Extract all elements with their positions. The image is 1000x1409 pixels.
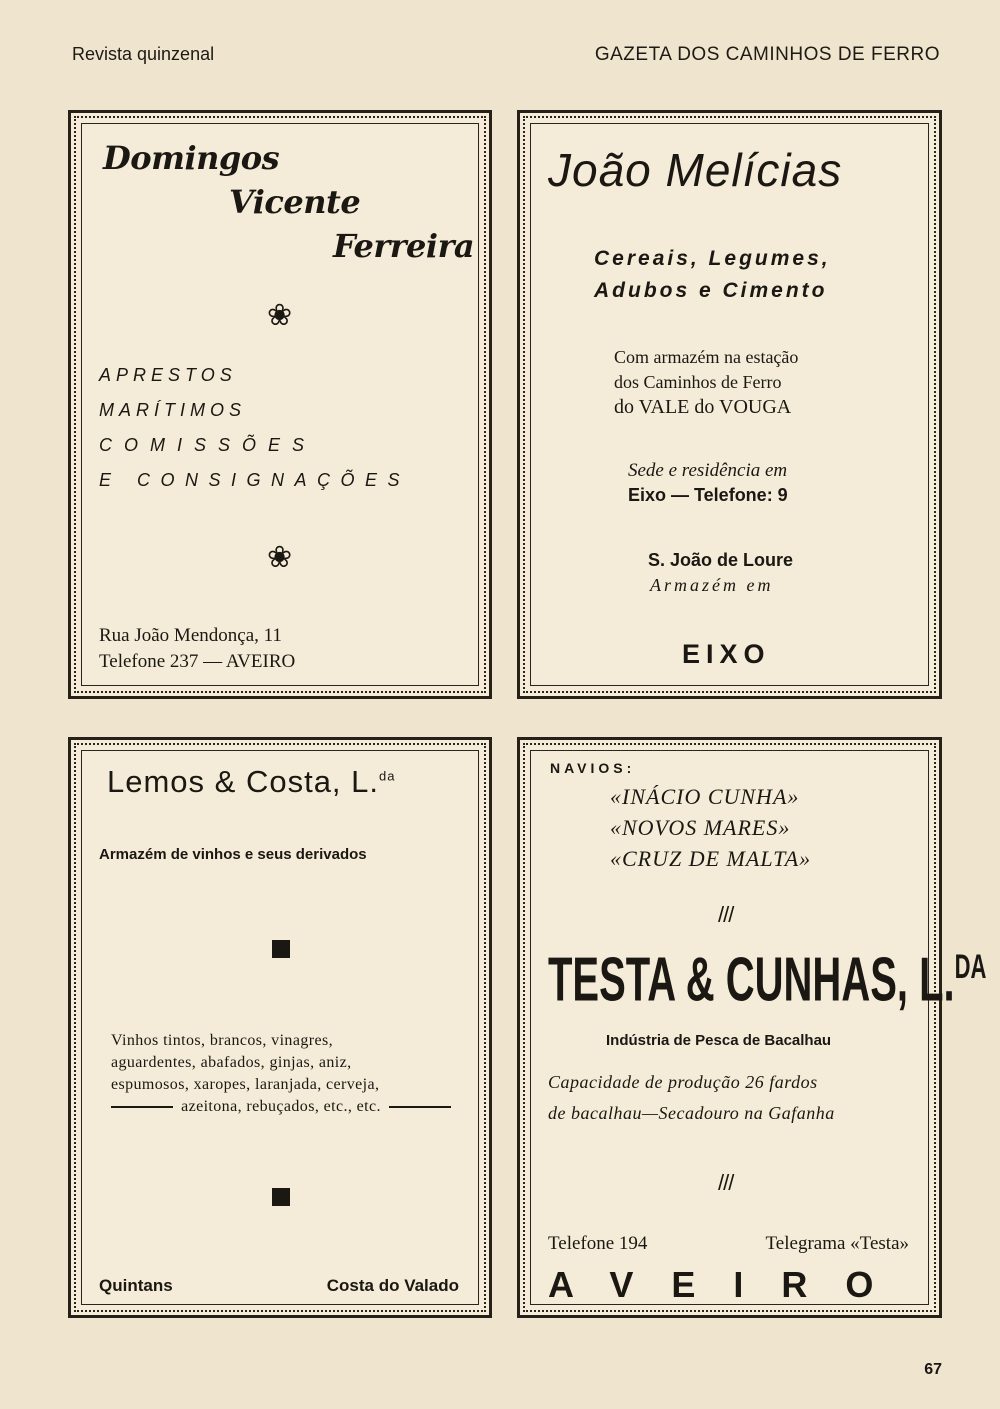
ad-name-line1: Domingos: [103, 139, 280, 177]
warehouse-label: Armazém em: [650, 575, 774, 595]
location-left: Quintans: [99, 1276, 173, 1295]
ad-name-line2: Vicente: [229, 183, 361, 221]
ship-1: «INÁCIO CUNHA»: [610, 784, 800, 809]
ad-name-line3: Ferreira: [333, 227, 475, 265]
square-ornament-icon: [272, 940, 290, 958]
page-number: 67: [924, 1361, 942, 1378]
company-name-superscript: da: [379, 768, 396, 784]
flourish-ornament-icon: ❀: [267, 541, 293, 574]
ad-company-name: [548, 946, 986, 1016]
station-line-1: Com armazém na estação: [614, 347, 799, 367]
service-line-3: COMISSÕES: [99, 435, 317, 455]
square-ornament-icon: [272, 1188, 290, 1206]
company-name-text: Lemos & Costa, L.: [107, 764, 380, 799]
ad-company-name: [107, 764, 395, 800]
goods-line-1: Cereais, Legumes,: [594, 247, 831, 270]
divider-slashes: ///: [718, 1170, 734, 1195]
service-line-1: APRESTOS: [99, 365, 237, 385]
flourish-ornament-icon: ❀: [267, 299, 293, 332]
company-name-text: TESTA & CUNHAS, L.: [548, 946, 955, 1015]
goods-line-2: Adubos e Cimento: [594, 279, 828, 302]
city-name: AVEIRO: [548, 1264, 912, 1305]
products-line-3: espumosos, xaropes, laranjada, cerveja,: [111, 1076, 380, 1093]
service-line-4: E CONSIGNAÇÕES: [99, 470, 411, 490]
place-name: S. João de Loure: [648, 550, 794, 570]
industry-line: Indústria de Pesca de Bacalhau: [606, 1032, 832, 1049]
ship-3: «CRUZ DE MALTA»: [610, 846, 812, 871]
ad-domingos-vicente-ferreira: [68, 110, 492, 699]
seat-line-1: Sede e residência em: [628, 460, 788, 481]
ad-testa-cunhas: [517, 737, 987, 1318]
products-line-4: azeitona, rebuçados, etc., etc.: [181, 1098, 381, 1115]
journal-subtitle: Revista quinzenal: [72, 44, 215, 64]
capacity-line-2: de bacalhau—Secadouro na Gafanha: [548, 1103, 835, 1123]
ships-label: NAVIOS:: [550, 760, 636, 776]
town-name: EIXO: [682, 639, 771, 669]
journal-title: GAZETA DOS CAMINHOS DE FERRO: [594, 44, 940, 65]
phone-city: Telefone 237 — AVEIRO: [99, 651, 296, 672]
street-address: Rua João Mendonça, 11: [99, 625, 282, 646]
products-line-2: aguardentes, abafados, ginjas, aniz,: [111, 1054, 352, 1071]
products-list: [111, 1030, 451, 1118]
station-line-2: dos Caminhos de Ferro: [614, 372, 782, 392]
seat-line-2: Eixo — Telefone: 9: [628, 485, 788, 505]
station-line-3: do VALE do VOUGA: [614, 396, 792, 418]
rule-right: [389, 1106, 451, 1108]
ad-lemos-costa: [68, 737, 492, 1318]
products-line-4-row: [111, 1096, 451, 1118]
company-name-superscript: DA: [954, 947, 987, 986]
products-line-1: Vinhos tintos, brancos, vinagres,: [111, 1032, 333, 1049]
service-line-2: MARÍTIMOS: [99, 400, 246, 420]
phone-number: Telefone 194: [548, 1233, 648, 1254]
ad-company-name: João Melícias: [548, 144, 843, 196]
capacity-line-1: Capacidade de produção 26 fardos: [548, 1072, 818, 1092]
telegram-address: Telegrama «Testa»: [765, 1233, 909, 1254]
ad-tagline: Armazém de vinhos e seus derivados: [99, 846, 367, 863]
location-right: Costa do Valado: [326, 1276, 459, 1295]
ship-2: «NOVOS MARES»: [610, 815, 791, 840]
ad-joao-melicias: [517, 110, 942, 699]
rule-left: [111, 1106, 173, 1108]
divider-slashes: ///: [718, 902, 734, 927]
